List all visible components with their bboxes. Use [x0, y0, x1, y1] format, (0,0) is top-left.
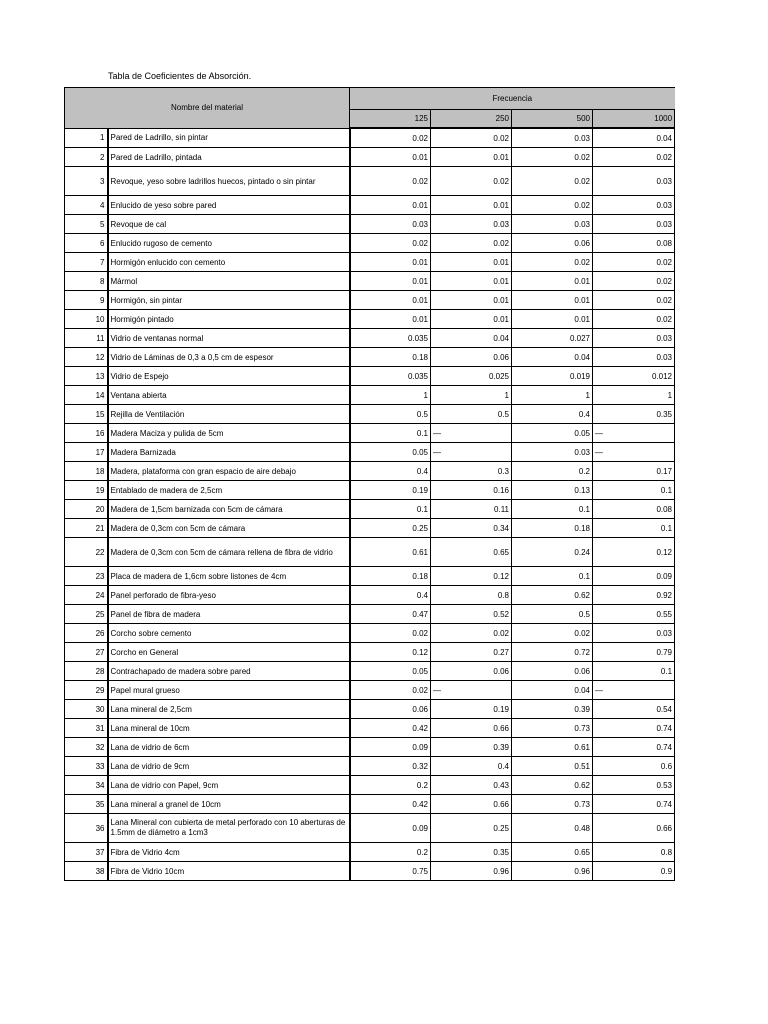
table-row	[65, 700, 675, 719]
coefficient-cell: 0.035	[350, 367, 431, 386]
coefficient-cell: 0.92	[593, 586, 675, 605]
coefficient-cell: 0.12	[593, 538, 675, 567]
material-name: Panel perforado de fibra-yeso	[108, 586, 350, 605]
material-name: Fibra de Vidrio 10cm	[108, 862, 350, 881]
table-row	[65, 348, 675, 367]
row-number: 15	[65, 405, 108, 424]
table-row	[65, 538, 675, 567]
row-number: 36	[65, 814, 108, 843]
coefficient-cell: 0.025	[431, 367, 512, 386]
coefficient-cell: 0.12	[350, 643, 431, 662]
table-row	[65, 462, 675, 481]
row-number: 8	[65, 272, 108, 291]
coefficient-cell: 0.08	[593, 500, 675, 519]
coefficient-cell: 0.01	[350, 291, 431, 310]
coefficient-cell: 0.62	[512, 776, 593, 795]
coefficient-cell: 0.6	[593, 757, 675, 776]
table-row	[65, 500, 675, 519]
material-name-header: Nombre del material	[65, 88, 350, 129]
coefficient-cell: 0.02	[512, 196, 593, 215]
row-number: 13	[65, 367, 108, 386]
table-row	[65, 605, 675, 624]
material-name: Madera Maciza y pulida de 5cm	[108, 424, 350, 443]
material-name: Ventana abierta	[108, 386, 350, 405]
coefficient-cell: 0.18	[350, 348, 431, 367]
coefficient-cell: 0.4	[431, 757, 512, 776]
row-number: 38	[65, 862, 108, 881]
coefficient-cell: 0.27	[431, 643, 512, 662]
row-number: 12	[65, 348, 108, 367]
coefficient-cell: —	[431, 443, 512, 462]
coefficient-cell: 0.02	[512, 253, 593, 272]
table-row	[65, 795, 675, 814]
coefficient-cell: 0.25	[431, 814, 512, 843]
coefficient-cell: 0.027	[512, 329, 593, 348]
coefficient-cell: 0.1	[593, 662, 675, 681]
coefficient-cell: 0.03	[593, 348, 675, 367]
coefficient-cell: —	[593, 443, 675, 462]
coefficient-cell: 0.02	[350, 167, 431, 196]
coefficient-cell: 0.02	[431, 624, 512, 643]
coefficient-cell: 0.01	[512, 291, 593, 310]
material-name: Lana de vidrio de 6cm	[108, 738, 350, 757]
table-row	[65, 443, 675, 462]
coefficient-cell: 0.02	[431, 167, 512, 196]
table-row	[65, 234, 675, 253]
row-number: 32	[65, 738, 108, 757]
material-name: Corcho sobre cemento	[108, 624, 350, 643]
material-name: Madera de 0,3cm con 5cm de cámara	[108, 519, 350, 538]
row-number: 10	[65, 310, 108, 329]
coefficient-cell: 0.03	[593, 167, 675, 196]
row-number: 29	[65, 681, 108, 700]
row-number: 33	[65, 757, 108, 776]
table-row	[65, 167, 675, 196]
material-name: Enlucido de yeso sobre pared	[108, 196, 350, 215]
coefficient-cell: 0.02	[593, 253, 675, 272]
coefficient-cell: 0.47	[350, 605, 431, 624]
material-name: Contrachapado de madera sobre pared	[108, 662, 350, 681]
coefficient-cell: 0.03	[593, 196, 675, 215]
table-row	[65, 272, 675, 291]
coefficient-cell: 1	[431, 386, 512, 405]
coefficient-cell: —	[431, 424, 512, 443]
material-name: Hormigón pintado	[108, 310, 350, 329]
table-row	[65, 405, 675, 424]
coefficient-cell: 0.79	[593, 643, 675, 662]
coefficient-cell: 0.03	[431, 215, 512, 234]
coefficient-cell: 0.1	[350, 424, 431, 443]
coefficient-cell: 0.96	[431, 862, 512, 881]
coefficient-cell: 0.01	[431, 310, 512, 329]
coefficient-cell: 0.2	[512, 462, 593, 481]
material-name: Madera de 0,3cm con 5cm de cámara rellena de fibra de vidrio	[108, 538, 350, 567]
coefficient-cell: 0.09	[350, 738, 431, 757]
coefficient-cell: 0.34	[431, 519, 512, 538]
row-number: 25	[65, 605, 108, 624]
coefficient-cell: 0.04	[512, 681, 593, 700]
coefficient-cell: 0.24	[512, 538, 593, 567]
row-number: 17	[65, 443, 108, 462]
table-row	[65, 624, 675, 643]
coefficient-cell: 0.65	[512, 843, 593, 862]
coefficient-cell: 0.04	[512, 348, 593, 367]
coefficient-cell: 0.8	[431, 586, 512, 605]
coefficient-cell: 0.035	[350, 329, 431, 348]
coefficient-cell: 0.4	[350, 586, 431, 605]
table-row	[65, 367, 675, 386]
coefficient-cell: 0.18	[350, 567, 431, 586]
row-number: 6	[65, 234, 108, 253]
row-number: 30	[65, 700, 108, 719]
coefficient-cell: 1	[512, 386, 593, 405]
coefficient-cell: 0.03	[512, 128, 593, 148]
coefficient-cell: 0.06	[512, 234, 593, 253]
table-row	[65, 128, 675, 148]
material-name: Mármol	[108, 272, 350, 291]
table-row	[65, 196, 675, 215]
coefficient-cell: 0.32	[350, 757, 431, 776]
table-row	[65, 643, 675, 662]
absorption-table	[64, 87, 675, 881]
coefficient-cell: 0.02	[593, 310, 675, 329]
table-row	[65, 424, 675, 443]
coefficient-cell: 0.62	[512, 586, 593, 605]
material-name: Madera de 1,5cm barnizada con 5cm de cámara	[108, 500, 350, 519]
table-row	[65, 738, 675, 757]
material-name: Panel de fibra de madera	[108, 605, 350, 624]
material-name: Lana mineral de 10cm	[108, 719, 350, 738]
row-number: 19	[65, 481, 108, 500]
row-number: 3	[65, 167, 108, 196]
row-number: 14	[65, 386, 108, 405]
coefficient-cell: —	[593, 424, 675, 443]
material-name: Vidrio de Láminas de 0,3 a 0,5 cm de espesor	[108, 348, 350, 367]
row-number: 31	[65, 719, 108, 738]
coefficient-cell: 0.74	[593, 795, 675, 814]
coefficient-cell: 0.02	[593, 291, 675, 310]
row-number: 21	[65, 519, 108, 538]
row-number: 37	[65, 843, 108, 862]
coefficient-cell: 0.11	[431, 500, 512, 519]
table-row	[65, 519, 675, 538]
coefficient-cell: 0.03	[593, 215, 675, 234]
table-row	[65, 662, 675, 681]
coefficient-cell: 0.65	[431, 538, 512, 567]
table-row	[65, 757, 675, 776]
table-row	[65, 776, 675, 795]
row-number: 28	[65, 662, 108, 681]
row-number: 18	[65, 462, 108, 481]
coefficient-cell: 0.09	[350, 814, 431, 843]
table-row	[65, 843, 675, 862]
coefficient-cell: 0.02	[593, 272, 675, 291]
coefficient-cell: 0.02	[512, 167, 593, 196]
coefficient-cell: 0.35	[431, 843, 512, 862]
coefficient-cell: 0.1	[350, 500, 431, 519]
coefficient-cell: 0.02	[350, 128, 431, 148]
table-row	[65, 681, 675, 700]
coefficient-cell: 0.012	[593, 367, 675, 386]
coefficient-cell: 0.42	[350, 795, 431, 814]
coefficient-cell: 0.74	[593, 719, 675, 738]
coefficient-cell: 0.4	[512, 405, 593, 424]
freq-500-header: 500	[512, 110, 593, 129]
row-number: 35	[65, 795, 108, 814]
material-name: Entablado de madera de 2,5cm	[108, 481, 350, 500]
material-name: Lana de vidrio con Papel, 9cm	[108, 776, 350, 795]
material-name: Revoque de cal	[108, 215, 350, 234]
row-number: 16	[65, 424, 108, 443]
coefficient-cell: 0.19	[350, 481, 431, 500]
row-number: 22	[65, 538, 108, 567]
coefficient-cell: 0.04	[431, 329, 512, 348]
coefficient-cell: 0.54	[593, 700, 675, 719]
coefficient-cell: 0.74	[593, 738, 675, 757]
coefficient-cell: —	[431, 681, 512, 700]
material-name: Enlucido rugoso de cemento	[108, 234, 350, 253]
coefficient-cell: 0.12	[431, 567, 512, 586]
table-row	[65, 719, 675, 738]
coefficient-cell: 0.02	[350, 234, 431, 253]
coefficient-cell: 0.61	[512, 738, 593, 757]
coefficient-cell: 0.9	[593, 862, 675, 881]
coefficient-cell: 0.66	[431, 795, 512, 814]
coefficient-cell: 0.17	[593, 462, 675, 481]
coefficient-cell: 0.35	[593, 405, 675, 424]
material-name: Madera, plataforma con gran espacio de aire debajo	[108, 462, 350, 481]
material-name: Lana mineral a granel de 10cm	[108, 795, 350, 814]
row-number: 27	[65, 643, 108, 662]
coefficient-cell: 0.18	[512, 519, 593, 538]
coefficient-cell: 0.3	[431, 462, 512, 481]
table-row	[65, 586, 675, 605]
table-row	[65, 814, 675, 843]
row-number: 11	[65, 329, 108, 348]
coefficient-cell: 0.25	[350, 519, 431, 538]
coefficient-cell: 0.01	[431, 148, 512, 167]
row-number: 24	[65, 586, 108, 605]
coefficient-cell: 0.01	[431, 272, 512, 291]
material-name: Placa de madera de 1,6cm sobre listones de 4cm	[108, 567, 350, 586]
table-row	[65, 862, 675, 881]
coefficient-cell: 0.5	[431, 405, 512, 424]
coefficient-cell: 0.02	[350, 681, 431, 700]
coefficient-cell: 0.019	[512, 367, 593, 386]
coefficient-cell: 0.55	[593, 605, 675, 624]
coefficient-cell: 0.66	[431, 719, 512, 738]
coefficient-cell: 0.48	[512, 814, 593, 843]
coefficient-cell: 0.03	[593, 329, 675, 348]
row-number: 5	[65, 215, 108, 234]
freq-125-header: 125	[350, 110, 431, 129]
coefficient-cell: 0.06	[431, 662, 512, 681]
freq-250-header: 250	[431, 110, 512, 129]
material-name: Hormigón enlucido con cemento	[108, 253, 350, 272]
table-row	[65, 215, 675, 234]
coefficient-cell: 0.16	[431, 481, 512, 500]
coefficient-cell: 0.03	[593, 624, 675, 643]
coefficient-cell: 0.06	[350, 700, 431, 719]
material-name: Revoque, yeso sobre ladrillos huecos, pintado o sin pintar	[108, 167, 350, 196]
coefficient-cell: 0.39	[512, 700, 593, 719]
coefficient-cell: 0.1	[512, 567, 593, 586]
row-number: 26	[65, 624, 108, 643]
table-body	[65, 128, 675, 881]
coefficient-cell: 0.05	[350, 443, 431, 462]
frequency-header: Frecuencia	[350, 88, 675, 110]
coefficient-cell: 0.53	[593, 776, 675, 795]
row-number: 9	[65, 291, 108, 310]
coefficient-cell: 0.02	[431, 234, 512, 253]
coefficient-cell: 0.05	[350, 662, 431, 681]
coefficient-cell: 0.4	[350, 462, 431, 481]
material-name: Vidrio de Espejo	[108, 367, 350, 386]
coefficient-cell: 0.42	[350, 719, 431, 738]
coefficient-cell: 0.73	[512, 795, 593, 814]
coefficient-cell: 0.01	[350, 196, 431, 215]
table-row	[65, 148, 675, 167]
coefficient-cell: 0.02	[431, 128, 512, 148]
coefficient-cell: 0.1	[593, 481, 675, 500]
material-name: Corcho en General	[108, 643, 350, 662]
row-number: 4	[65, 196, 108, 215]
row-number: 7	[65, 253, 108, 272]
coefficient-cell: 0.2	[350, 843, 431, 862]
coefficient-cell: 0.96	[512, 862, 593, 881]
coefficient-cell: 0.66	[593, 814, 675, 843]
coefficient-cell: 0.03	[350, 215, 431, 234]
coefficient-cell: 0.06	[431, 348, 512, 367]
coefficient-cell: 0.72	[512, 643, 593, 662]
coefficient-cell: 0.52	[431, 605, 512, 624]
table-row	[65, 291, 675, 310]
table-row	[65, 481, 675, 500]
row-number: 2	[65, 148, 108, 167]
coefficient-cell: 0.01	[350, 148, 431, 167]
coefficient-cell: 0.01	[431, 196, 512, 215]
material-name: Papel mural grueso	[108, 681, 350, 700]
coefficient-cell: 0.02	[512, 624, 593, 643]
material-name: Hormigón, sin pintar	[108, 291, 350, 310]
material-name: Lana Mineral con cubierta de metal perforado con 10 aberturas de 1.5mm de diámetro a 1cm3	[108, 814, 350, 843]
coefficient-cell: 0.04	[593, 128, 675, 148]
material-name: Lana mineral de 2,5cm	[108, 700, 350, 719]
coefficient-cell: 0.01	[350, 310, 431, 329]
coefficient-cell: 0.03	[512, 215, 593, 234]
coefficient-cell: 0.06	[512, 662, 593, 681]
coefficient-cell: 0.2	[350, 776, 431, 795]
table-row	[65, 386, 675, 405]
coefficient-cell: 0.61	[350, 538, 431, 567]
coefficient-cell: 0.02	[350, 624, 431, 643]
coefficient-cell: 0.43	[431, 776, 512, 795]
coefficient-cell: —	[593, 681, 675, 700]
coefficient-cell: 0.19	[431, 700, 512, 719]
freq-1000-header: 1000	[593, 110, 675, 129]
coefficient-cell: 0.73	[512, 719, 593, 738]
coefficient-cell: 0.01	[512, 272, 593, 291]
table-row	[65, 329, 675, 348]
coefficient-cell: 1	[593, 386, 675, 405]
row-number: 20	[65, 500, 108, 519]
coefficient-cell: 0.01	[431, 291, 512, 310]
material-name: Madera Barnizada	[108, 443, 350, 462]
material-name: Rejilla de Ventilación	[108, 405, 350, 424]
coefficient-cell: 0.05	[512, 424, 593, 443]
coefficient-cell: 0.01	[431, 253, 512, 272]
coefficient-cell: 1	[350, 386, 431, 405]
coefficient-cell: 0.03	[512, 443, 593, 462]
material-name: Lana de vidrio de 9cm	[108, 757, 350, 776]
coefficient-cell: 0.01	[512, 310, 593, 329]
table-title: Tabla de Coeficientes de Absorción.	[108, 71, 252, 81]
coefficient-cell: 0.01	[350, 253, 431, 272]
coefficient-cell: 0.51	[512, 757, 593, 776]
coefficient-cell: 0.02	[593, 148, 675, 167]
coefficient-cell: 0.13	[512, 481, 593, 500]
coefficient-cell: 0.75	[350, 862, 431, 881]
coefficient-cell: 0.08	[593, 234, 675, 253]
coefficient-cell: 0.01	[350, 272, 431, 291]
coefficient-cell: 0.02	[512, 148, 593, 167]
material-name: Vidrio de ventanas normal	[108, 329, 350, 348]
table-row	[65, 310, 675, 329]
row-number: 34	[65, 776, 108, 795]
coefficient-cell: 0.09	[593, 567, 675, 586]
coefficient-cell: 0.1	[593, 519, 675, 538]
material-name: Fibra de Vidrio 4cm	[108, 843, 350, 862]
material-name: Pared de Ladrillo, pintada	[108, 148, 350, 167]
coefficient-cell: 0.39	[431, 738, 512, 757]
table-row	[65, 253, 675, 272]
coefficient-cell: 0.1	[512, 500, 593, 519]
material-name: Pared de Ladrillo, sin pintar	[108, 128, 350, 148]
table-row	[65, 567, 675, 586]
coefficient-cell: 0.5	[512, 605, 593, 624]
coefficient-cell: 0.8	[593, 843, 675, 862]
row-number: 1	[65, 128, 108, 148]
coefficient-cell: 0.5	[350, 405, 431, 424]
row-number: 23	[65, 567, 108, 586]
